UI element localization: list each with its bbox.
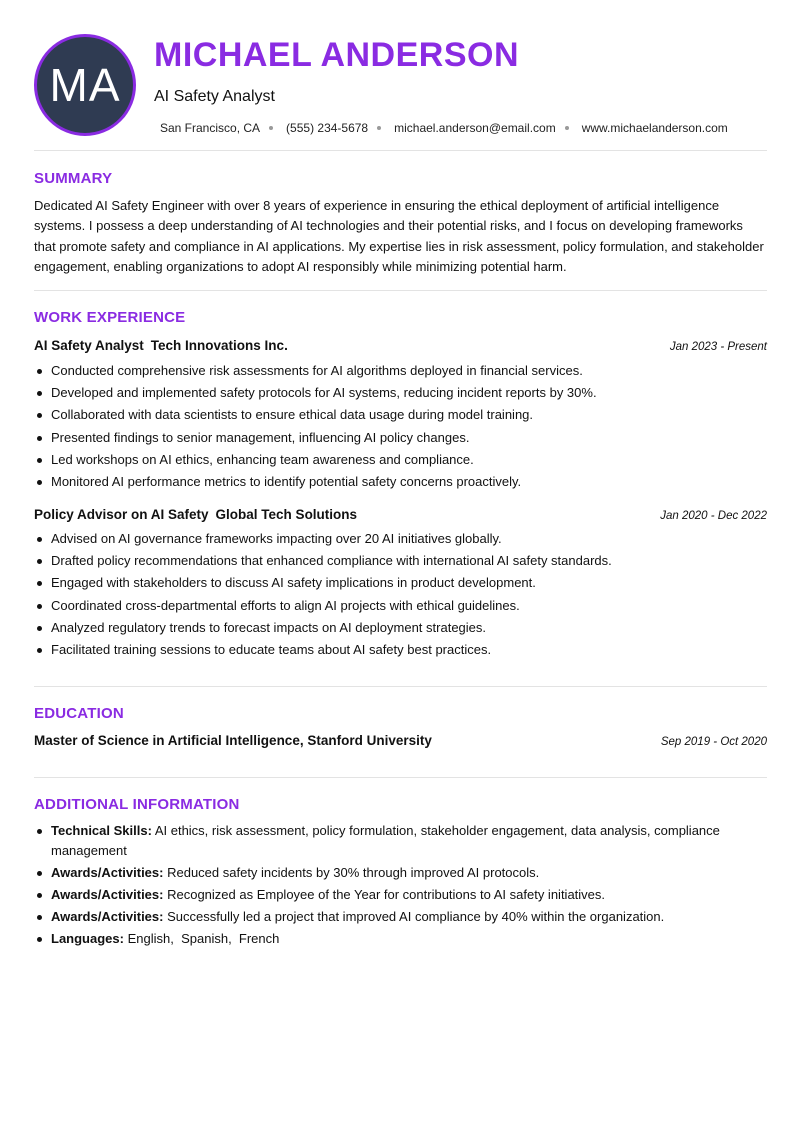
job-title <box>34 507 357 522</box>
language-value: English <box>127 931 171 946</box>
info-label: Awards/Activities: <box>51 886 164 902</box>
summary-heading: SUMMARY <box>34 170 113 187</box>
language-value: , French <box>228 931 279 946</box>
education-dates: Sep 2019 - Oct 2020 <box>660 736 767 748</box>
contact-phone[interactable]: (555) 234-5678 <box>286 121 369 135</box>
education-heading: EDUCATION <box>34 705 124 722</box>
job-company: Tech Innovations Inc. <box>150 338 288 353</box>
languages-label: Languages: <box>51 931 124 946</box>
summary-text: Dedicated AI Safety Engineer with over 8 years of experience in ensuring the ethical deployment of artificial intelligence systems. I possess a deep understanding of AI technologies and their potential risks, and I focus on developing frameworks that promote safety and compliance in AI applications. My expertise lies in risk assessment, policy formulation, and stakeholder engagement, enabling organizations to adopt AI responsibly while minimizing potential harm. <box>34 198 764 274</box>
job-company: Global Tech Solutions <box>215 507 358 522</box>
info-text: Reduced safety incidents by 30% through improved AI protocols. <box>167 864 540 880</box>
additional-info-heading: ADDITIONAL INFORMATION <box>34 796 240 813</box>
language-value: , Spanish <box>170 931 228 946</box>
education-degree: Master of Science in Artificial Intelligence, Stanford University <box>34 733 432 748</box>
section-divider <box>34 290 767 291</box>
separator-dot <box>565 126 569 130</box>
candidate-name: MICHAEL ANDERSON <box>154 36 520 74</box>
info-label: Technical Skills: <box>51 823 152 838</box>
list-item: Conducted comprehensive risk assessments for AI algorithms deployed in financial services. <box>34 360 767 382</box>
list-item: Developed and implemented safety protocols for AI systems, reducing incident reports by 30%. <box>34 382 767 404</box>
job-header <box>34 507 767 522</box>
contact-location: San Francisco, CA <box>160 121 261 135</box>
job-dates: Jan 2020 - Dec 2022 <box>660 510 767 522</box>
list-item <box>34 821 767 860</box>
info-text: Successfully led a project that improved AI compliance by 40% within the organization. <box>167 908 665 924</box>
list-item <box>34 863 767 883</box>
contact-website[interactable]: www.michaelanderson.com <box>581 121 728 135</box>
info-label: Awards/Activities: <box>51 864 164 880</box>
list-item <box>34 929 767 949</box>
candidate-role: AI Safety Analyst <box>154 88 275 105</box>
section-divider <box>34 686 767 687</box>
list-item <box>34 907 767 927</box>
list-item: Drafted policy recommendations that enhanced compliance with international AI safety standards. <box>34 550 767 572</box>
list-item: Analyzed regulatory trends to forecast impacts on AI deployment strategies. <box>34 617 767 639</box>
work-experience-heading: WORK EXPERIENCE <box>34 309 186 326</box>
separator-dot <box>377 126 381 130</box>
list-item: Coordinated cross-departmental efforts to align AI projects with ethical guidelines. <box>34 595 767 617</box>
education-entry <box>34 733 767 748</box>
job-title <box>34 338 288 353</box>
info-text: AI ethics, risk assessment, policy formulation, stakeholder engagement, data analysis, compliance management <box>51 823 720 858</box>
avatar <box>34 34 136 136</box>
contact-line <box>160 121 728 135</box>
list-item: Facilitated training sessions to educate teams about AI safety best practices. <box>34 639 767 661</box>
info-label: Awards/Activities: <box>51 908 164 924</box>
list-item: Monitored AI performance metrics to identify potential safety concerns proactively. <box>34 471 767 493</box>
section-divider <box>34 777 767 778</box>
separator-dot <box>269 126 273 130</box>
avatar-initials: MA <box>49 59 121 111</box>
list-item: Led workshops on AI ethics, enhancing team awareness and compliance. <box>34 449 767 471</box>
contact-email[interactable]: michael.anderson@email.com <box>394 121 556 135</box>
list-item: Advised on AI governance frameworks impacting over 20 AI initiatives globally. <box>34 528 767 550</box>
additional-info-list <box>34 821 767 951</box>
job-position: AI Safety Analyst <box>34 338 144 353</box>
list-item: Collaborated with data scientists to ensure ethical data usage during model training. <box>34 404 767 426</box>
job-position: Policy Advisor on AI Safety <box>34 507 209 522</box>
job-bullets <box>34 528 767 661</box>
job-dates: Jan 2023 - Present <box>669 341 767 353</box>
list-item: Engaged with stakeholders to discuss AI safety implications in product development. <box>34 572 767 594</box>
info-text: Recognized as Employee of the Year for contributions to AI safety initiatives. <box>167 886 606 902</box>
section-divider <box>34 150 767 151</box>
job-bullets <box>34 360 767 493</box>
list-item <box>34 885 767 905</box>
job-header <box>34 338 767 353</box>
list-item: Presented findings to senior management, influencing AI policy changes. <box>34 427 767 449</box>
